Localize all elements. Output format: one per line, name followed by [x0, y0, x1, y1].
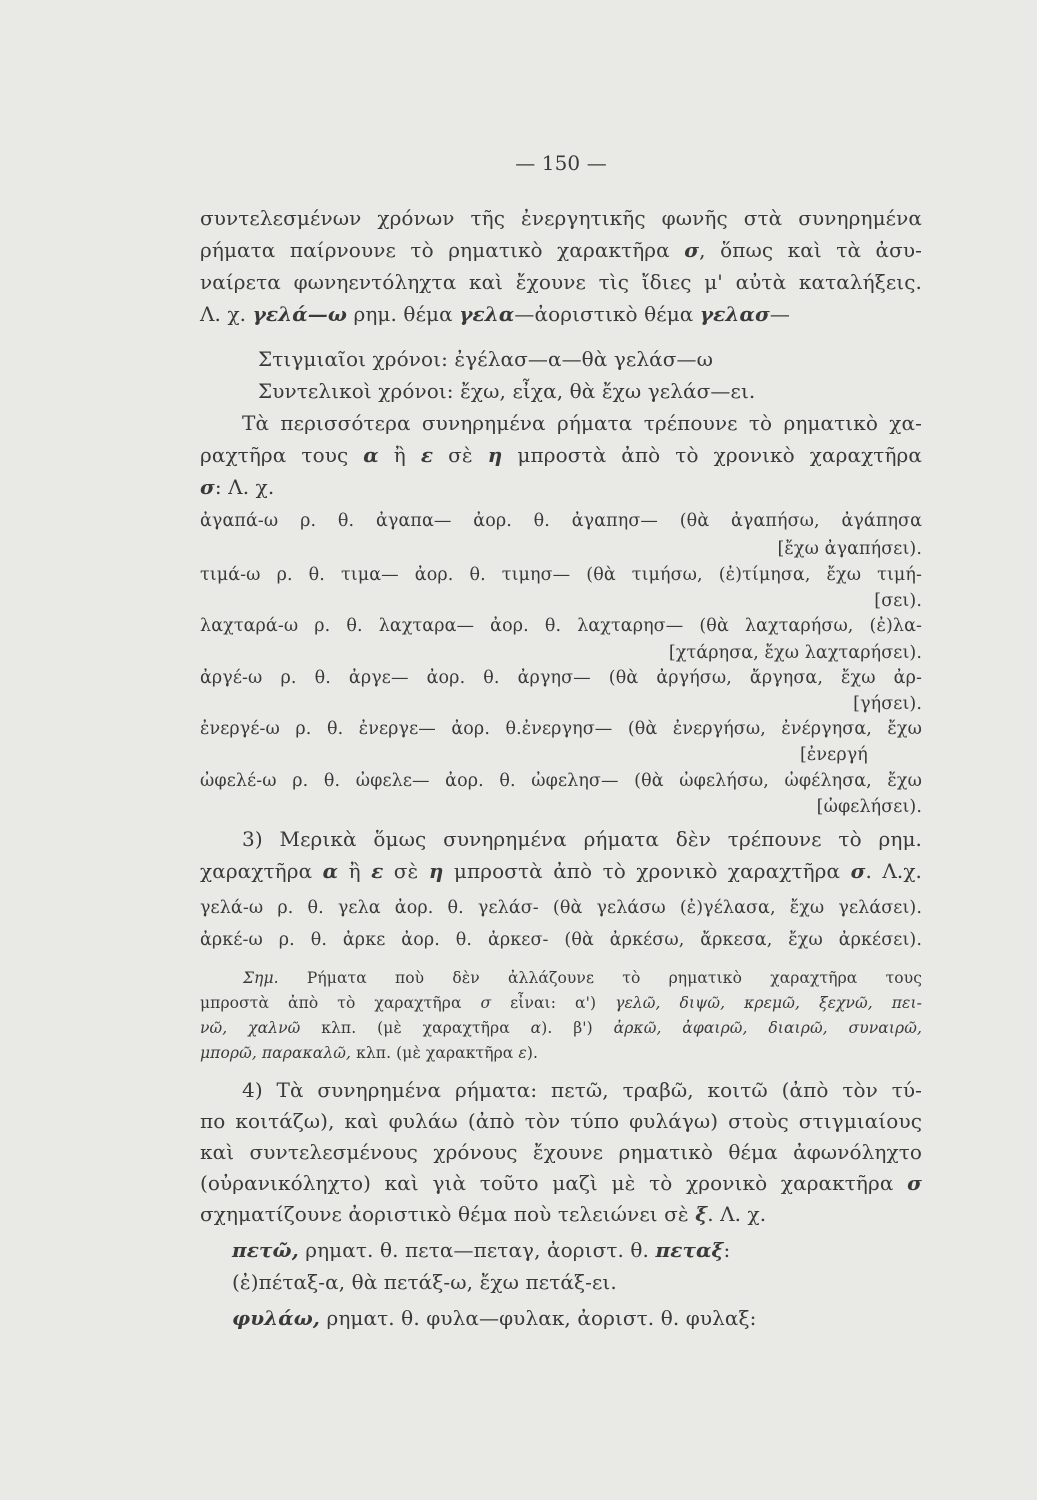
- text-line: [σει).: [874, 591, 922, 611]
- text-line: ὠφελέ-ω ρ. θ. ὠφελε— ἀορ. θ. ὠφελησ— (θὰ ὠφελήσω, ὠφέλησα, ἔχω: [200, 771, 922, 791]
- text-line: ἀργέ-ω ρ. θ. ἀργε— ἀορ. θ. ἀργησ— (θὰ ἀργήσω, ἄργησα, ἔχω ἀρ-: [200, 668, 922, 688]
- text-line: [ἐνεργή: [800, 745, 868, 765]
- text-line: νῶ, χαλνῶ κλπ. (μὲ χαραχτῆρα α). β') ἀρκῶ, ἀφαιρῶ, διαιρῶ, συναιρῶ,: [200, 1019, 922, 1037]
- text-line: [γήσει).: [853, 694, 922, 714]
- text-line: ρήματα παίρνουνε τὸ ρηματικὸ χαρακτῆρα σ, ὅπως καὶ τὰ ἀσυ-: [200, 238, 923, 262]
- text-line: ραχτῆρα τους α ἢ ε σὲ η μπροστὰ ἀπὸ τὸ χρονικὸ χαραχτῆρα: [200, 443, 923, 467]
- text-line: ἀρκέ-ω ρ. θ. ἀρκε ἀορ. θ. ἀρκεσ- (θὰ ἀρκέσω, ἄρκεσα, ἔχω ἀρκέσει).: [200, 930, 922, 950]
- text-line: ναίρετα φωνηεντόληχτα καὶ ἔχουνε τὶς ἴδιες μ' αὐτὰ καταλήξεις.: [200, 270, 922, 294]
- text-line: Συντελικοὶ χρόνοι: ἔχω, εἶχα, θὰ ἔχω γελάσ—ει.: [258, 379, 756, 403]
- text-line: [ἔχω ἀγαπήσει).: [777, 539, 922, 559]
- text-line: σχηματίζουνε ἀοριστικὸ θέμα ποὺ τελειώνει σὲ ξ. Λ. χ.: [200, 1202, 767, 1226]
- text-line: λαχταρά-ω ρ. θ. λαχταρα— ἀορ. θ. λαχταρησ— (θὰ λαχταρήσω, (ἐ)λα-: [200, 616, 922, 636]
- text-line: Λ. χ. γελά—ω ρημ. θέμα γελα—ἀοριστικὸ θέμα γελασ—: [200, 302, 790, 326]
- text-line: συντελεσμένων χρόνων τῆς ἐνεργητικῆς φωνῆς στὰ συνηρημένα: [200, 206, 922, 230]
- text-line: ἐνεργέ-ω ρ. θ. ἐνεργε— ἀορ. θ.ἐνεργησ— (θὰ ἐνεργήσω, ἐνέργησα, ἔχω: [200, 719, 922, 739]
- text-line: 3) Μερικὰ ὅμως συνηρημένα ρήματα δὲν τρέπουνε τὸ ρημ.: [242, 827, 922, 851]
- text-line: 4) Τὰ συνηρημένα ρήματα: πετῶ, τραβῶ, κοιτῶ (ἀπὸ τὸν τύ-: [242, 1078, 922, 1102]
- text-line: τιμά-ω ρ. θ. τιμα— ἀορ. θ. τιμησ— (θὰ τιμήσω, (ἐ)τίμησα, ἔχω τιμή-: [200, 565, 922, 585]
- text-line: καὶ συντελεσμένους χρόνους ἔχουνε ρηματικὸ θέμα ἀφωνόληχτο: [200, 1140, 922, 1164]
- text-line: ἀγαπά-ω ρ. θ. ἀγαπα— ἀορ. θ. ἀγαπησ— (θὰ ἀγαπήσω, ἀγάπησα: [200, 511, 922, 531]
- text-line: μπροστὰ ἀπὸ τὸ χαραχτῆρα σ εἶναι: α') γελῶ, διψῶ, κρεμῶ, ξεχνῶ, πει-: [200, 994, 922, 1012]
- text-line: [ὠφελήσει).: [816, 797, 922, 817]
- page-number: — 150 —: [515, 151, 607, 175]
- text-line: μπορῶ, παρακαλῶ, κλπ. (μὲ χαρακτῆρα ε).: [200, 1044, 539, 1062]
- text-line: φυλάω, ρηματ. θ. φυλα—φυλακ, ἀοριστ. θ. φυλαξ:: [232, 1306, 757, 1330]
- text-line: γελά-ω ρ. θ. γελα ἀορ. θ. γελάσ- (θὰ γελάσω (ἐ)γέλασα, ἔχω γελάσει).: [200, 898, 922, 918]
- text-line: (οὐρανικόληχτο) καὶ γιὰ τοῦτο μαζὶ μὲ τὸ χρονικὸ χαρακτῆρα σ: [200, 1171, 922, 1195]
- text-line: Στιγμιαῖοι χρόνοι: ἐγέλασ—α—θὰ γελάσ—ω: [258, 347, 714, 371]
- text-line: (ἐ)πέταξ-α, θὰ πετάξ-ω, ἔχω πετάξ-ει.: [232, 1270, 617, 1294]
- text-line: πετῶ, ρηματ. θ. πετα—πεταγ, ἀοριστ. θ. πεταξ:: [232, 1238, 731, 1262]
- text-line: [χτάρησα, ἔχω λαχταρήσει).: [668, 643, 922, 663]
- text-line: Τὰ περισσότερα συνηρημένα ρήματα τρέπουνε τὸ ρηματικὸ χα-: [242, 411, 922, 435]
- text-line: σ: Λ. χ.: [200, 475, 275, 499]
- text-line: Σημ. Ρήματα ποὺ δὲν ἀλλάζουνε τὸ ρηματικὸ χαραχτῆρα τους: [243, 969, 922, 987]
- text-line: χαραχτῆρα α ἢ ε σὲ η μπροστὰ ἀπὸ τὸ χρονικὸ χαραχτῆρα σ. Λ.χ.: [200, 859, 922, 883]
- text-line: πο κοιτάζω), καὶ φυλάω (ἀπὸ τὸν τύπο φυλάγω) στοὺς στιγμιαίους: [200, 1109, 922, 1133]
